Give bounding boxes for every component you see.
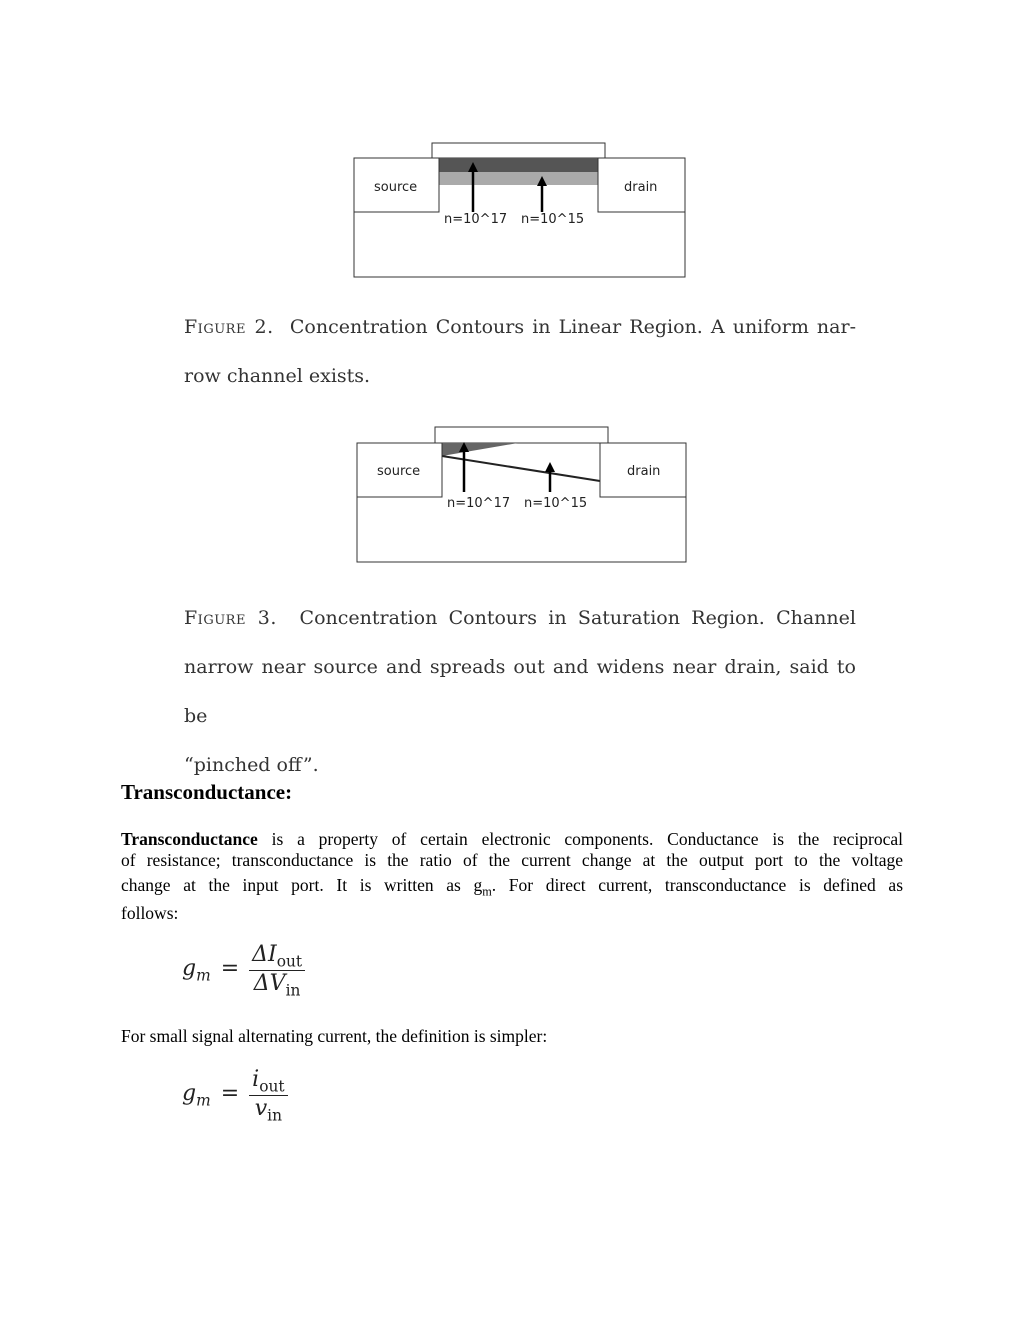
denominator: $v_{in}$: [254, 1096, 282, 1125]
figure-3-caption: [184, 594, 856, 790]
figure-3-diagram: [353, 424, 693, 566]
gate: [435, 427, 608, 443]
drain-label: drain: [624, 180, 658, 195]
transconductance-paragraph: [121, 829, 903, 924]
figure-2-diagram: [350, 140, 690, 282]
n-low-label: n=10^15: [524, 496, 588, 511]
formula-dc: [182, 942, 305, 1000]
small-signal-paragraph: [121, 1026, 903, 1047]
source-label: source: [374, 180, 418, 195]
numerator: $\Delta I_{out}$: [252, 942, 303, 971]
caption-line: row channel exists.: [184, 365, 371, 387]
term: Transconductance: [121, 829, 258, 849]
fraction: [249, 942, 305, 1000]
source-label: source: [377, 464, 421, 479]
paragraph-line: change at the input port. It is written as $g_m$. For direct current, transconductance is defined as: [121, 875, 904, 899]
drain-label: drain: [627, 464, 661, 479]
n-high-label: n=10^17: [447, 496, 511, 511]
gate: [432, 143, 605, 158]
equals-sign: =: [220, 1081, 240, 1107]
denominator: $\Delta V_{in}$: [253, 971, 301, 1000]
channel-light: [439, 172, 598, 185]
equals-sign: =: [220, 956, 240, 982]
n-low-label: n=10^15: [521, 212, 585, 227]
formula-ac: [182, 1067, 288, 1125]
paragraph-line: of resistance; transconductance is the ratio of the current change at the output port to the voltage: [121, 850, 903, 870]
fraction: [249, 1067, 287, 1125]
paragraph-line: follows:: [121, 902, 179, 923]
formula-lhs: $g_m$: [182, 956, 211, 985]
channel-dark: [439, 158, 598, 172]
caption-line: “pinched off”.: [184, 754, 319, 776]
section-heading: Transconductance:: [121, 780, 293, 804]
paragraph-line: For small signal alternating current, the definition is simpler:: [121, 1026, 548, 1046]
figure-2-caption: [184, 303, 856, 401]
caption-line: narrow near source and spreads out and widens near drain, said to be: [184, 656, 856, 727]
paragraph-line: Transconductance is a property of certain electronic components. Conductance is the reciprocal: [121, 829, 903, 849]
figure-label: Figure 3.: [184, 607, 277, 629]
caption-line: Figure 2. Concentration Contours in Linear Region. A uniform nar-: [184, 316, 856, 338]
caption-line: Figure 3. Concentration Contours in Saturation Region. Channel: [184, 607, 856, 629]
n-high-label: n=10^17: [444, 212, 508, 227]
formula-lhs: $g_m$: [182, 1081, 211, 1110]
figure-label: Figure 2.: [184, 316, 274, 338]
numerator: $i_{out}$: [252, 1067, 285, 1096]
